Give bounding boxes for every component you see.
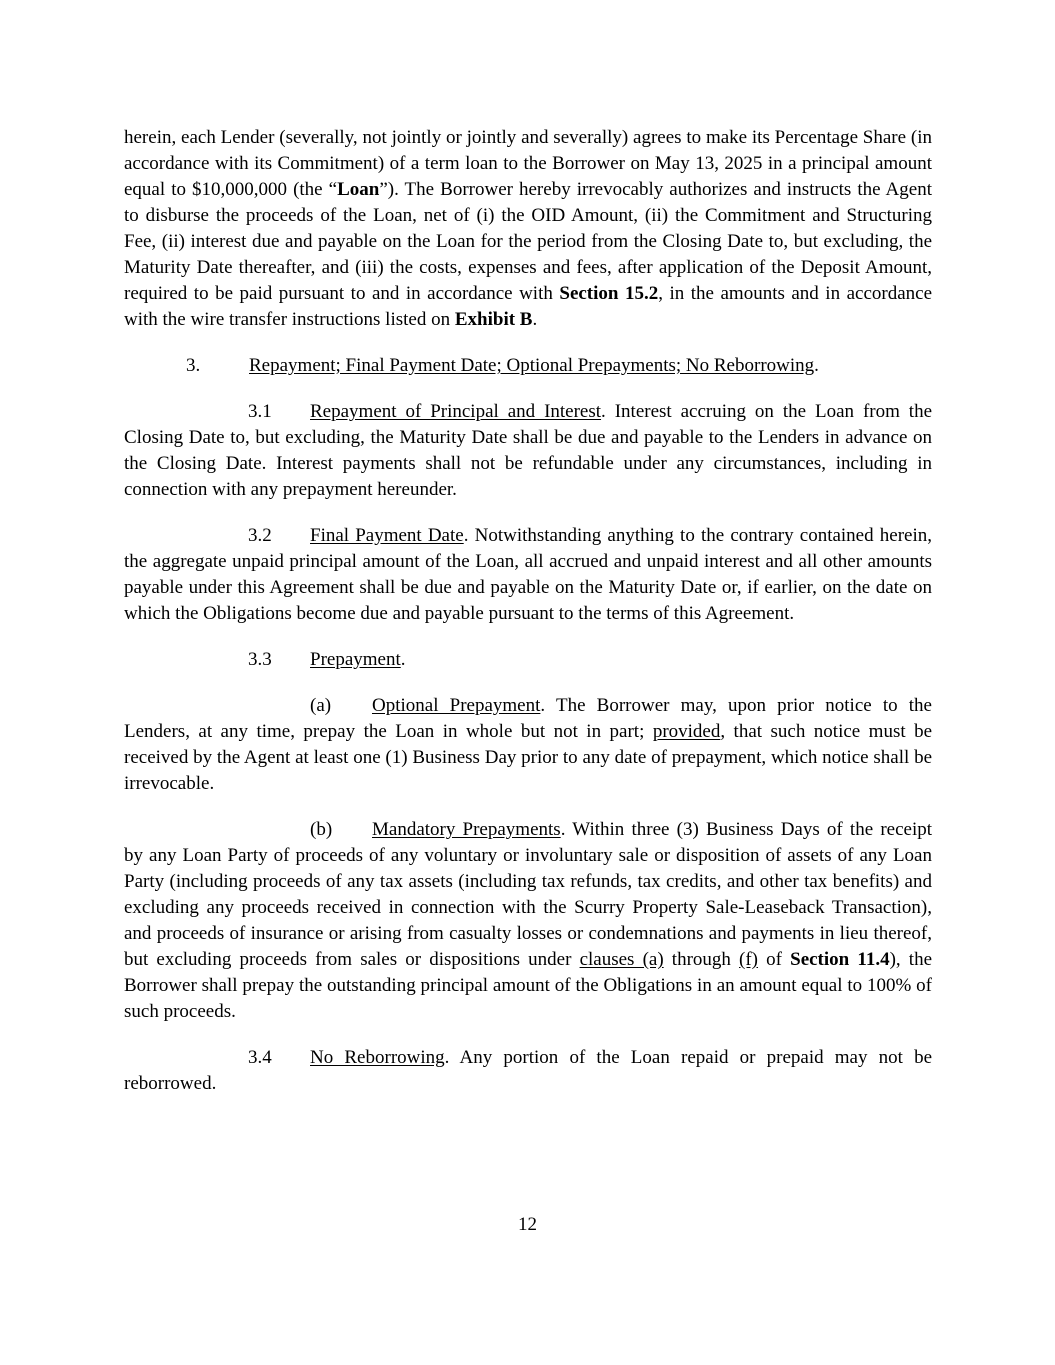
section-3-heading	[124, 353, 932, 379]
section-3-4-text: . Any portion of the Loan repaid or prepaid may not be reborrowed.	[124, 1047, 932, 1094]
section-3-number: 3.	[186, 355, 201, 376]
section-3-2-paragraph	[124, 523, 932, 627]
clause-a-text-2: , that such notice must be received by the Agent at least one (1) Business Day prior to any date of prepayment, which notice shall be irrevocable.	[124, 721, 932, 794]
section-3-3-a-paragraph	[124, 693, 932, 797]
clause-a-number: (a)	[310, 695, 332, 716]
section-3-1-text: . Interest accruing on the Loan from the Closing Date to, but excluding, the Maturity Date shall be due and payable to the Lenders in advance on the Closing Date. Interest payments shall not be refundable under any circumstances, including in connection with any prepayment hereunder.	[124, 401, 933, 500]
intro-text-4: .	[532, 309, 538, 330]
section-3-1-number: 3.1	[248, 401, 272, 422]
section-3-4-number: 3.4	[248, 1047, 272, 1068]
intro-text-3: , in the amounts and in accordance with the wire transfer instructions listed on	[124, 283, 933, 330]
section-3-1-title: Repayment of Principal and Interest	[310, 401, 602, 422]
clause-b-through: through	[663, 949, 740, 970]
clause-b-of: of	[758, 949, 791, 970]
section-3-2-number: 3.2	[248, 525, 272, 546]
section-3-2-title: Final Payment Date	[310, 525, 464, 546]
section-3-1-paragraph	[124, 399, 932, 503]
section-3-3-heading	[124, 647, 932, 673]
section-3-2-text: . Notwithstanding anything to the contrary contained herein, the aggregate unpaid principal amount of the Loan, all accrued and unpaid interest and all other amounts payable under this Agreement shall be due and payable on the Maturity Date or, if earlier, on the date on which the Obligations become due and payable pursuant to the terms of this Agreement.	[124, 525, 932, 624]
section-3-end: .	[814, 355, 819, 376]
page-number: 12	[518, 1214, 537, 1235]
section-3-4-title: No Reborrowing	[310, 1047, 445, 1068]
section-3-4-paragraph	[124, 1045, 932, 1097]
intro-text-1: herein, each Lender (severally, not jointly or jointly and severally) agrees to make its Percentage Share (in accordance with its Commitment) of a term loan to the Borrower on May 13, 2025 in a principal amount equal to $10,000,000 (the “	[124, 127, 932, 200]
clause-b-number: (b)	[310, 819, 333, 840]
section-3-3-end: .	[400, 649, 406, 670]
document-body	[124, 125, 932, 1117]
section-reference-15-2: Section 15.2	[559, 283, 659, 304]
section-3-3-number: 3.3	[248, 649, 272, 670]
section-3-3-b-paragraph	[124, 817, 932, 1025]
defined-term-loan: Loan	[337, 179, 380, 200]
clause-b-text-2: ), the Borrower shall prepay the outstanding principal amount of the Obligations in an amount equal to 100% of such proceeds.	[124, 949, 933, 1022]
clause-a-text-1: . The Borrower may, upon prior notice to the Lenders, at any time, prepay the Loan in whole but not in part;	[124, 695, 932, 742]
clause-a-title: Optional Prepayment	[372, 695, 541, 716]
section-3-title: Repayment; Final Payment Date; Optional Prepayments; No Reborrowing	[249, 355, 815, 376]
provided-term: provided	[652, 721, 721, 742]
clause-f-reference: (f)	[739, 949, 759, 970]
clauses-a-reference: clauses (a)	[579, 949, 664, 970]
clause-b-title: Mandatory Prepayments	[372, 819, 561, 840]
intro-paragraph	[124, 125, 932, 333]
exhibit-reference-b: Exhibit B	[454, 309, 533, 330]
section-reference-11-4: Section 11.4	[790, 949, 890, 970]
intro-text-2: ”). The Borrower hereby irrevocably authorizes and instructs the Agent to disburse the proceeds of the Loan, net of (i) the OID Amount, (ii) the Commitment and Structuring Fee, (ii) interest due and payable on the Loan for the period from the Closing Date to, but excluding, the Maturity Date thereafter, and (iii) the costs, expenses and fees, after application of the Deposit Amount, required to be paid pursuant to and in accordance with	[124, 179, 932, 304]
section-3-3-title: Prepayment	[310, 649, 401, 670]
clause-b-text-1: . Within three (3) Business Days of the receipt by any Loan Party of proceeds of any voluntary or involuntary sale or disposition of assets of any Loan Party (including proceeds of any tax assets (including tax refunds, tax credits, and other tax benefits) and excluding any proceeds received in connection with the Scurry Property Sale-Leaseback Transaction), and proceeds of insurance or arising from casualty losses or condemnations and payments in lieu thereof, but excluding proceeds from sales or dispositions under	[124, 819, 933, 970]
